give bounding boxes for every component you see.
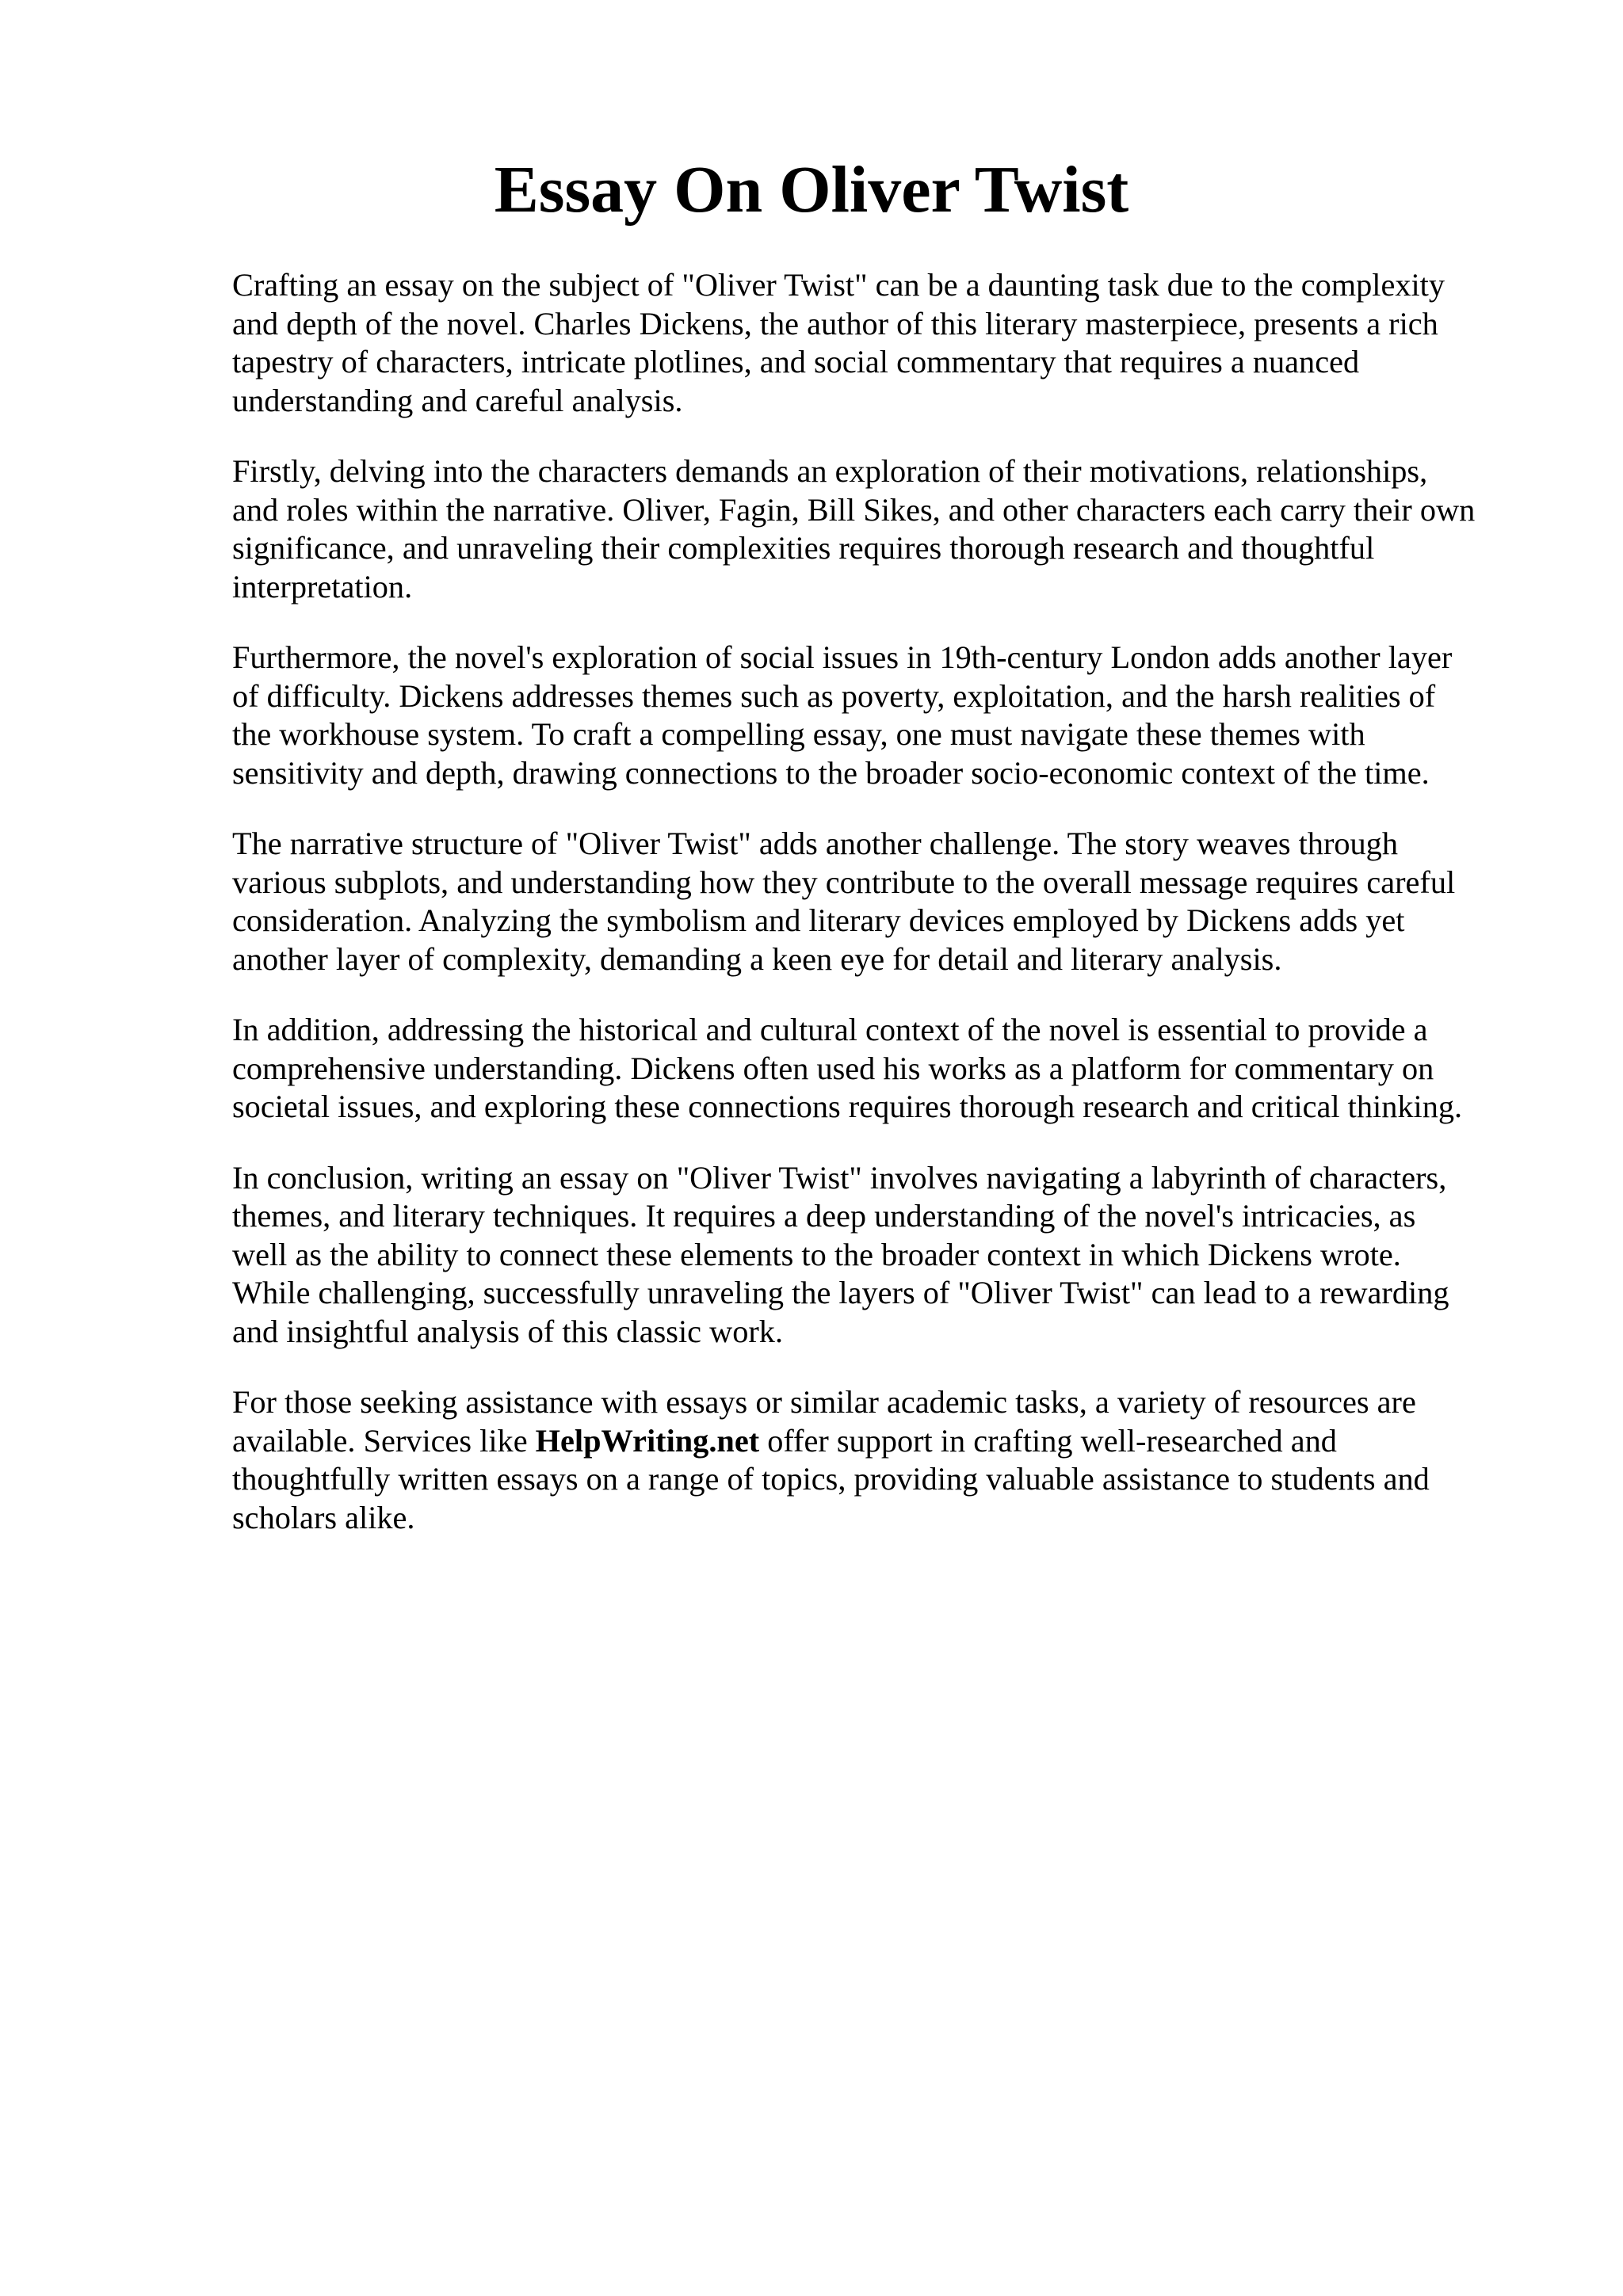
paragraph-line: For those seeking assistance with essays or similar academic tasks, a variety of resources are bbox=[232, 1384, 1416, 1420]
paragraph-intro bbox=[232, 266, 1540, 420]
paragraph-characters bbox=[232, 452, 1540, 606]
paragraph-line: Crafting an essay on the subject of "Oliver Twist" can be a daunting task due to the complexity bbox=[232, 267, 1445, 303]
paragraph-line: significance, and unraveling their complexities requires thorough research and thoughtful bbox=[232, 530, 1375, 566]
paragraph-line: themes, and literary techniques. It requires a deep understanding of the novel's intricacies, as bbox=[232, 1198, 1416, 1234]
paragraph-line: and roles within the narrative. Oliver, Fagin, Bill Sikes, and other characters each carry their own bbox=[232, 491, 1476, 528]
paragraph-line: In addition, addressing the historical and cultural context of the novel is essential to provide a bbox=[232, 1012, 1428, 1047]
paragraph-line: various subplots, and understanding how they contribute to the overall message requires careful bbox=[232, 864, 1456, 900]
paragraph-conclusion bbox=[232, 1159, 1540, 1352]
helpwriting-brand: HelpWriting.net bbox=[535, 1422, 760, 1459]
paragraph-line: societal issues, and exploring these connections requires thorough research and critical thinking. bbox=[232, 1089, 1463, 1124]
paragraph-line: and insightful analysis of this classic work. bbox=[232, 1313, 784, 1349]
paragraph-closing bbox=[232, 1383, 1540, 1537]
paragraph-line: Furthermore, the novel's exploration of social issues in 19th-century London adds another layer bbox=[232, 639, 1453, 675]
document-title: Essay On Oliver Twist bbox=[494, 153, 1129, 227]
paragraph-line: well as the ability to connect these elements to the broader context in which Dickens wrote. bbox=[232, 1236, 1401, 1272]
paragraph-line: another layer of complexity, demanding a keen eye for detail and literary analysis. bbox=[232, 940, 1282, 977]
paragraph-line: The narrative structure of "Oliver Twist" adds another challenge. The story weaves through bbox=[232, 826, 1398, 861]
paragraph-line: In conclusion, writing an essay on "Oliver Twist" involves navigating a labyrinth of characters, bbox=[232, 1159, 1447, 1196]
closing-text-before-link: available. Services like bbox=[232, 1422, 536, 1459]
paragraph-narrative-structure bbox=[232, 825, 1540, 978]
paragraph-line: of difficulty. Dickens addresses themes such as poverty, exploitation, and the harsh realities of bbox=[232, 677, 1436, 714]
closing-text-after-link: offer support in crafting well-researched and bbox=[759, 1422, 1337, 1459]
paragraph-line: While challenging, successfully unraveling the layers of "Oliver Twist" can lead to a rewarding bbox=[232, 1275, 1449, 1310]
paragraph-line: Firstly, delving into the characters demands an exploration of their motivations, relationships, bbox=[232, 453, 1428, 489]
paragraph-line: consideration. Analyzing the symbolism and literary devices employed by Dickens adds yet bbox=[232, 902, 1405, 938]
paragraph-line: understanding and careful analysis. bbox=[232, 382, 683, 418]
paragraph-line: scholars alike. bbox=[232, 1499, 415, 1535]
paragraph-line: thoughtfully written essays on a range of topics, providing valuable assistance to students and bbox=[232, 1461, 1430, 1497]
paragraph-line bbox=[232, 1422, 1540, 1461]
paragraph-line: the workhouse system. To craft a compelling essay, one must navigate these themes with bbox=[232, 716, 1365, 752]
paragraph-line: comprehensive understanding. Dickens often used his works as a platform for commentary on bbox=[232, 1050, 1434, 1086]
paragraph-line: and depth of the novel. Charles Dickens, the author of this literary masterpiece, presents a rich bbox=[232, 305, 1438, 341]
document-body bbox=[232, 266, 1540, 1569]
paragraph-historical-context bbox=[232, 1011, 1540, 1127]
paragraph-line: tapestry of characters, intricate plotlines, and social commentary that requires a nuanced bbox=[232, 344, 1360, 379]
paragraph-line: interpretation. bbox=[232, 568, 413, 605]
paragraph-line: sensitivity and depth, drawing connections to the broader socio-economic context of the time. bbox=[232, 754, 1430, 791]
paragraph-social-issues bbox=[232, 639, 1540, 792]
